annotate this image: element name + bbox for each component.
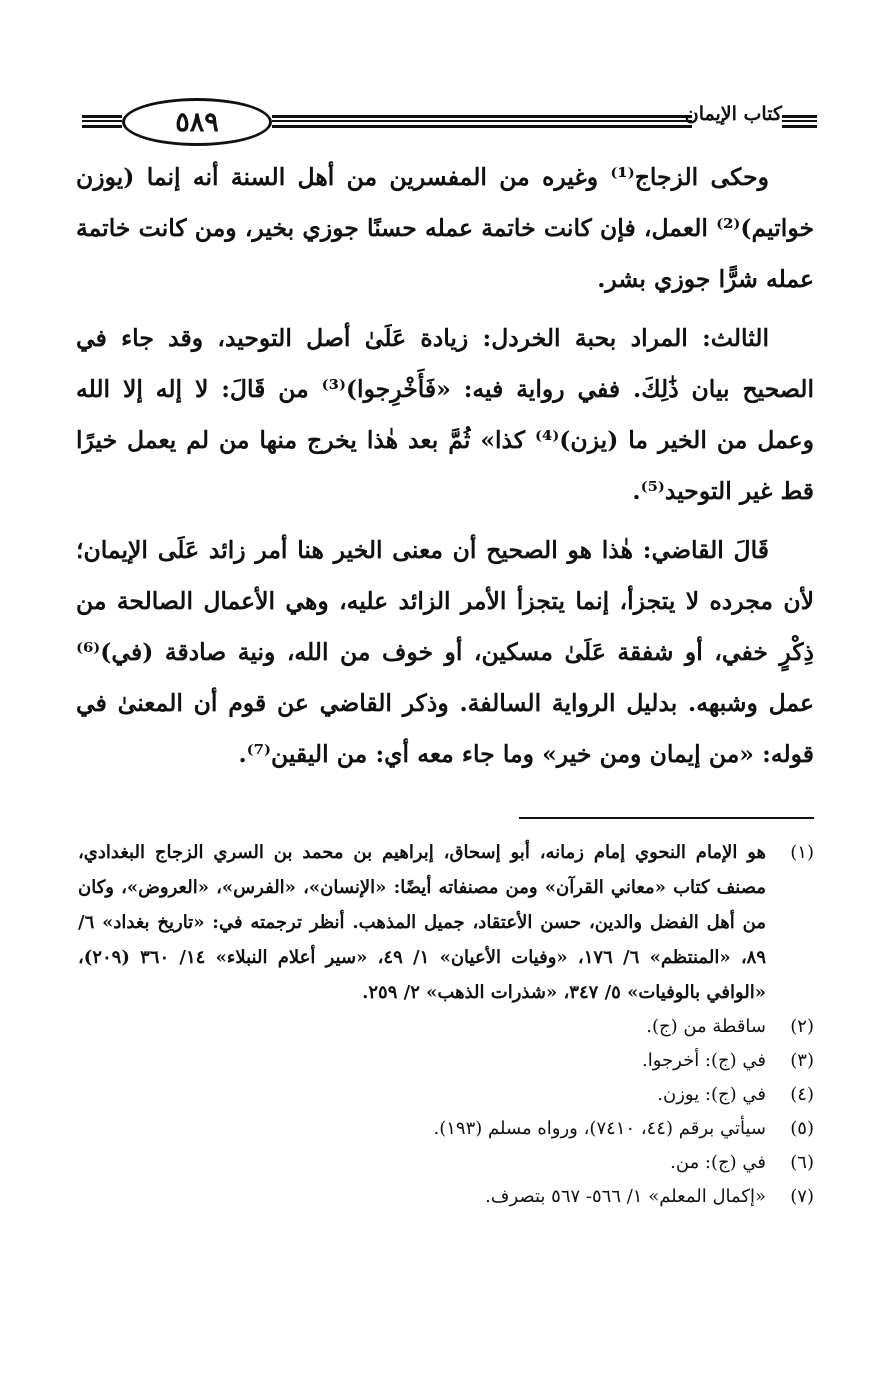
- footnote-number: (٦): [790, 1152, 814, 1173]
- footnote-number: (٣): [790, 1050, 814, 1071]
- page-number-cartouche: [122, 98, 272, 146]
- page-number: ٥٨٩: [175, 106, 219, 138]
- header-rule-right: [782, 115, 817, 128]
- footnote-item: [78, 1146, 814, 1180]
- footnote-number: (٢): [790, 1016, 814, 1037]
- paragraph-qadi: قَالَ القاضي: هٰذا هو الصحيح أن معنى الخير هنا أمر زائد عَلَى الإيمان؛ لأن مجرده لا يتجزأ، إنما يتجزأ الأمر الزائد عليه، وهي الأعمال الصالحة من ذِكْرٍ خفي، أو شفقة عَلَىٰ مسكين، أو خوف من الله، ونية صادقة (في)⁽⁶⁾ عمل وشبهه. بدليل الرواية السالفة. وذكر القاضي عن قوم أن المعنىٰ في قوله: «من إيمان ومن خير» وما جاء معه أي: من اليقين⁽⁷⁾.: [76, 536, 814, 768]
- running-title: كتاب الإيمان: [684, 103, 782, 125]
- footnote-text: ساقطة من (ج).: [646, 1016, 766, 1037]
- footnote-item: [78, 1112, 814, 1146]
- footnote-number: (٥): [790, 1118, 814, 1139]
- footnote-text: في (ج): أخرجوا.: [642, 1050, 766, 1071]
- footnote-text: «إكمال المعلم» ١/ ٥٦٦- ٥٦٧ بتصرف.: [485, 1186, 766, 1207]
- footnote-text: هو الإمام النحوي إمام زمانه، أبو إسحاق، إبراهيم بن محمد بن السري الزجاج البغدادي، مصنف كتاب «معاني القرآن» ومن مصنفاته أيضًا: «الإنسان»، «الفرس»، «العروض»، وكان من أهل الفضل والدين، حسن الأعتقاد، جميل المذهب. أنظر ترجمته في: «تاريخ بغداد» ٦/ ٨٩، «المنتظم» ٦/ ١٧٦، «وفيات الأعيان» ١/ ٤٩، «سير أعلام النبلاء» ١٤/ ٣٦٠ (٢٠٩)، «الوافي بالوفيات» ٥/ ٣٤٧، «شذرات الذهب» ٢/ ٢٥٩.: [78, 842, 767, 1003]
- footnote-item: [78, 1010, 814, 1044]
- footnote-separator: [519, 817, 814, 819]
- footnote-text: في (ج): من.: [670, 1152, 766, 1173]
- footnote-item: [78, 1044, 814, 1078]
- footnotes: [78, 835, 814, 1214]
- header-rule-middle: [272, 115, 692, 128]
- footnote-text: سيأتي برقم (٤٤، ٧٤١٠)، ورواه مسلم (١٩٣).: [433, 1118, 766, 1139]
- footnote-text: في (ج): يوزن.: [657, 1084, 766, 1105]
- footnote-item: [78, 1180, 814, 1214]
- footnote-item: [78, 1078, 814, 1112]
- footnote-item: [78, 835, 814, 1010]
- footnote-number: (٤): [790, 1084, 814, 1105]
- paragraph-zajjaj: وحكى الزجاج⁽¹⁾ وغيره من المفسرين من أهل السنة أنه إنما (يوزن خواتيم)⁽²⁾ العمل، فإن كانت خاتمة عمله حسنًا جوزي بخير، ومن كانت خاتمة عمله شرًّا جوزي بشر.: [76, 163, 814, 293]
- header-rule-left: [82, 115, 122, 128]
- footnote-number: (١): [790, 842, 814, 863]
- main-text: [76, 152, 814, 788]
- paragraph-third-view: الثالث: المراد بحبة الخردل: زيادة عَلَىٰ أصل التوحيد، وقد جاء في الصحيح بيان ذَٰلِكَ. ففي رواية فيه: «فَأَخْرِجوا)⁽³⁾ من قَالَ: لا إله إلا الله وعمل من الخير ما (يزن)⁽⁴⁾ كذا» ثُمَّ بعد هٰذا يخرج منها من لم يعمل خيرًا قط غير التوحيد⁽⁵⁾.: [76, 324, 814, 505]
- footnote-number: (٧): [790, 1186, 814, 1207]
- page-header: [82, 98, 817, 148]
